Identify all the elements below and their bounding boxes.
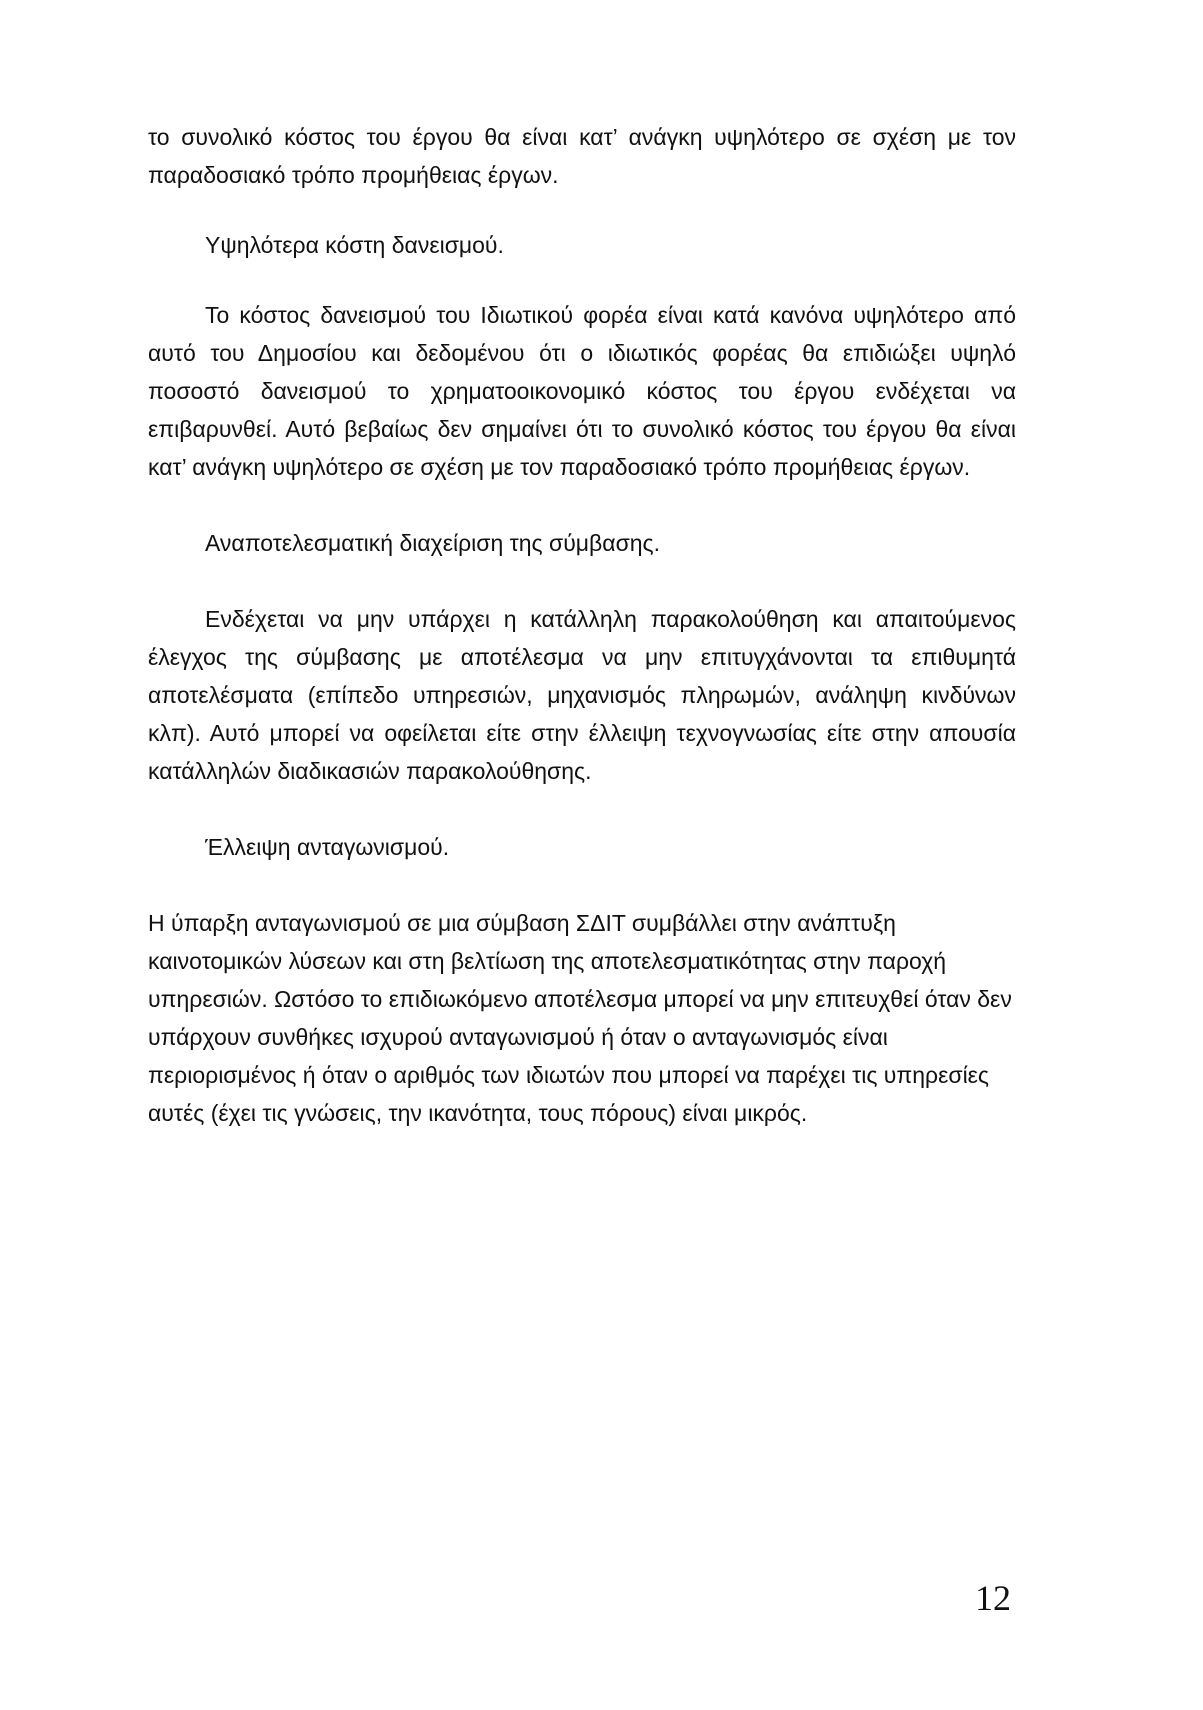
paragraph-continuation: το συνολικό κόστος του έργου θα είναι κατ’ ανάγκη υψηλότερο σε σχέση με τον παραδοσιακό τρόπο προμήθειας έργων. — [148, 124, 1016, 188]
page-number: 12 — [975, 1578, 1011, 1618]
heading-higher-borrowing-costs: Υψηλότερα κόστη δανεισμού. — [205, 232, 504, 258]
paragraph-contract-management: Ενδέχεται να μην υπάρχει η κατάλληλη παρακολούθηση και απαιτούμενος έλεγχος της σύμβασης με αποτέλεσμα να μην επιτυγχάνονται τα επιθυμητά αποτελέσματα (επίπεδο υπηρεσιών, μηχανισμός πληρωμών, ανάληψη κινδύνων κλπ). Αυτό μπορεί να οφείλεται είτε στην έλλειψη τεχνογνωσίας είτε στην απουσία κατάλληλών διαδικασιών παρακολούθησης. — [148, 606, 1016, 784]
heading-lack-of-competition: Έλλειψη ανταγωνισμού. — [205, 834, 450, 860]
paragraph-borrowing-costs: Το κόστος δανεισμού του Ιδιωτικού φορέα είναι κατά κανόνα υψηλότερο από αυτό του Δημοσίου και δεδομένου ότι ο ιδιωτικός φορέας θα επιδιώξει υψηλό ποσοστό δανεισμού το χρηματοοικονομικό κόστος του έργου ενδέχεται να επιβαρυνθεί. Αυτό βεβαίως δεν σημαίνει ότι το συνολικό κόστος του έργου θα είναι κατ’ ανάγκη υψηλότερο σε σχέση με τον παραδοσιακό τρόπο προμήθειας έργων. — [148, 302, 1016, 480]
heading-ineffective-contract-management: Αναποτελεσματική διαχείριση της σύμβασης. — [205, 530, 661, 556]
document-body — [148, 118, 1016, 1132]
paragraph-competition: Η ύπαρξη ανταγωνισμού σε μια σύμβαση ΣΔΙΤ συμβάλλει στην ανάπτυξη καινοτομικών λύσεων και στη βελτίωση της αποτελεσματικότητας στην παροχή υπηρεσιών. Ωστόσο το επιδιωκόμενο αποτέλεσμα μπορεί να μην επιτευχθεί όταν δεν υπάρχουν συνθήκες ισχυρού ανταγωνισμού ή όταν ο ανταγωνισμός είναι περιορισμένος ή όταν ο αριθμός των ιδιωτών που μπορεί να παρέχει τις υπηρεσίες αυτές (έχει τις γνώσεις, την ικανότητα, τους πόρους) είναι μικρός. — [148, 910, 1012, 1126]
